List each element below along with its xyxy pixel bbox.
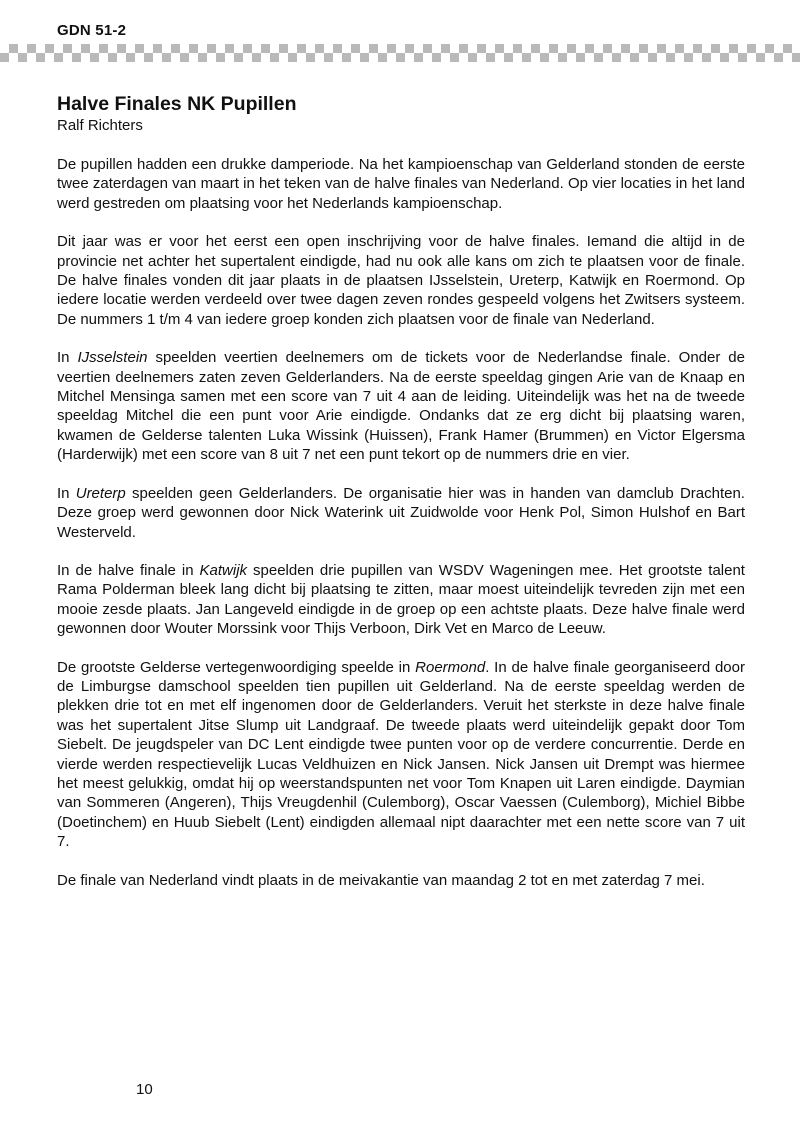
location-name: IJsselstein	[77, 349, 148, 367]
paragraph-ijsselstein	[57, 348, 745, 464]
article	[57, 92, 745, 909]
paragraph-text: De grootste Gelderse vertegenwoordiging speelde in	[57, 658, 416, 676]
paragraph-katwijk	[57, 561, 745, 639]
paragraph-roermond	[57, 658, 745, 852]
location-name: Ureterp	[75, 484, 126, 502]
paragraph-intro: De pupillen hadden een drukke damperiode. Na het kampioenschap van Gelderland stonden de eerste twee zaterdagen van maart in het teken van de halve finales van Nederland. Op vier locaties in het land werd gestreden om plaatsing voor het Nederlands kampioenschap.	[57, 156, 745, 212]
paragraph-text: speelden geen Gelderlanders. De organisatie hier was in handen van damclub Drachten. Deze groep werd gewonnen door Nick Waterink uit Zuidwolde voor Henk Pol, Simon Hulshof en Bart Westerveld.	[57, 484, 745, 541]
article-author: Ralf Richters	[57, 117, 143, 134]
paragraph-text: In de halve finale in	[57, 561, 200, 579]
paragraph-ureterp	[57, 484, 745, 542]
paragraph-text: speelden veertien deelnemers om de tickets voor de Nederlandse finale. Onder de veertien deelnemers zaten zeven Gelderlanders. Na de eerste speeldag gingen Arie van de Knaap en Mitchel Mensinga samen met een score van 7 uit 4 aan de leiding. Uiteindelijk was het na de tweede speeldag Mitchel die een punt voor Arie eindigde. Ondanks dat ze erg dicht bij plaatsing waren, kwamen de Gelderse talenten Luka Wissink (Huissen), Frank Hamer (Brummen) en Victor Elgersma (Harderwijk) met een score van 8 uit 7 net een punt tekort op de nummers drie en vier.	[57, 349, 745, 464]
paragraph-format: Dit jaar was er voor het eerst een open inschrijving voor de halve finales. Iemand die altijd in de provincie net achter het supertalent eindigde, had nu ook alle kans om zich te plaatsen voor de finale. De halve finales vonden dit jaar plaats in de plaatsen IJsselstein, Ureterp, Katwijk en Roermond. Op iedere locatie werden verdeeld over twee dagen zeven rondes gespeeld volgens het Zwitsers systeem. De nummers 1 t/m 4 van iedere groep konden zich plaatsen voor de finale van Nederland.	[57, 233, 745, 328]
location-name: Roermond	[415, 658, 486, 676]
checkered-divider	[0, 44, 800, 62]
article-title: Halve Finales NK Pupillen	[57, 93, 297, 115]
paragraph-text: . In de halve finale georganiseerd door de Limburgse damschool speelden tien pupillen uit Gelderland. Na de eerste speeldag werden de plekken drie tot en met elf ingenomen door de Gelderlanders. Veruit het sterkste in deze halve finale was het supertalent Jitse Slump uit Landgraaf. De tweede plaats werd uiteindelijk gepakt door Tom Siebelt. De jeugdspeler van DC Lent eindigde twee punten voor op de verdere concurrentie. Derde en vierde werden respectievelijk Lucas Veldhuizen en Nick Jansen. Nick Jansen uit Drempt was hiermee het meest gelukkig, omdat hij op weerstandspunten net voor Tom Knapen uit Laren eindigde. Daymian van Sommeren (Angeren), Thijs Vreugdenhil (Culemborg), Oscar Vaessen (Culemborg), Michiel Bibbe (Doetinchem) en Huub Siebelt (Lent) eindigden allemaal nipt daarachter met een nette score van 7 uit 7.	[57, 658, 745, 851]
paragraph-text: speelden drie pupillen van WSDV Wageningen mee. Het grootste talent Rama Polderman bleek lang dicht bij plaatsing te zitten, maar moest uiteindelijk tevreden zijn met een mooie zesde plaats. Jan Langeveld eindigde in de groep op een achtste plaats. Deze halve finale werd gewonnen door Wouter Morssink voor Thijs Verboon, Dirk Vet en Marco de Leeuw.	[57, 561, 745, 638]
paragraph-finale: De finale van Nederland vindt plaats in de meivakantie van maandag 2 tot en met zaterdag 7 mei.	[57, 871, 705, 889]
paragraph-text: In	[57, 484, 76, 502]
running-header: GDN 51-2	[57, 22, 127, 39]
location-name: Katwijk	[199, 561, 248, 579]
page-number: 10	[136, 1081, 153, 1098]
paragraph-text: In	[57, 349, 78, 367]
